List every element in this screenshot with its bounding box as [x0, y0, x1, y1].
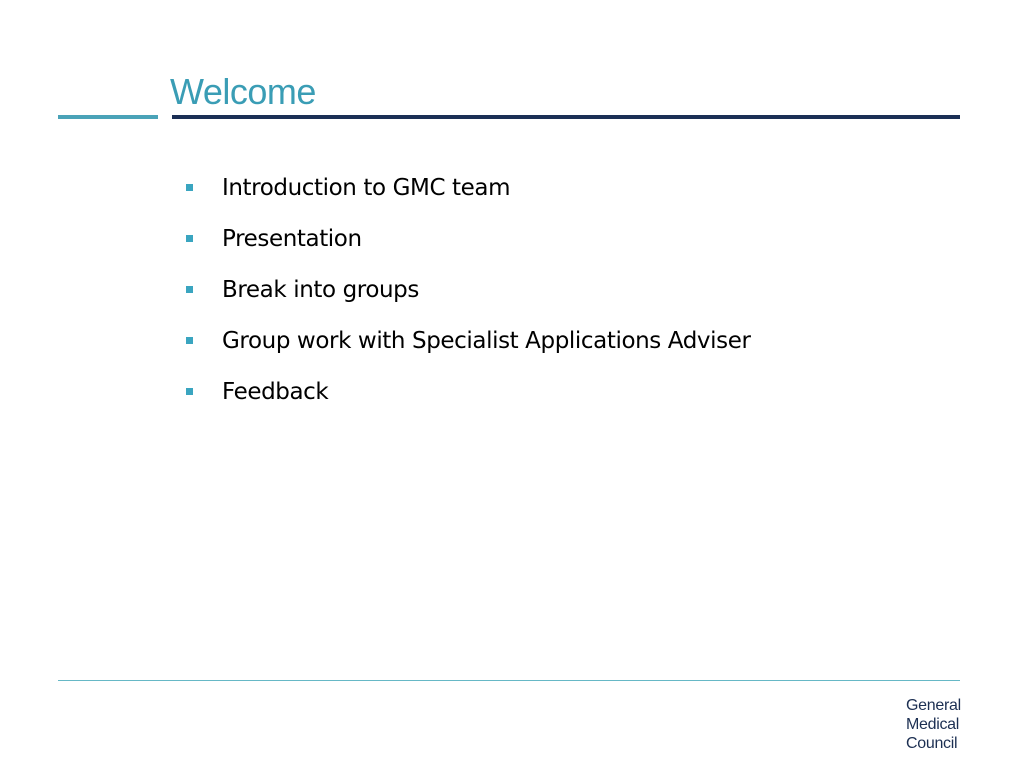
- agenda-item-text: Presentation: [222, 226, 362, 252]
- slide-title: Welcome: [170, 71, 316, 112]
- square-bullet-icon: [186, 286, 193, 293]
- title-divider-rule: [172, 115, 960, 119]
- logo-line-medical: Medical: [906, 716, 960, 733]
- footer-rule: [58, 680, 960, 681]
- logo-line-council: Council: [906, 735, 958, 752]
- agenda-item-text: Group work with Specialist Applications Adviser: [222, 328, 751, 354]
- agenda-item: [186, 272, 751, 323]
- agenda-item: [186, 323, 751, 374]
- agenda-item-text: Break into groups: [222, 277, 419, 303]
- agenda-item: [186, 170, 751, 221]
- agenda-item: [186, 374, 751, 425]
- agenda-list: [186, 170, 751, 425]
- square-bullet-icon: [186, 388, 193, 395]
- agenda-item-text: Introduction to GMC team: [222, 175, 511, 201]
- square-bullet-icon: [186, 184, 193, 191]
- agenda-item: [186, 221, 751, 272]
- square-bullet-icon: [186, 235, 193, 242]
- gmc-logo: [906, 696, 961, 753]
- logo-line-general: General: [906, 697, 961, 714]
- square-bullet-icon: [186, 337, 193, 344]
- title-accent-rule: [58, 115, 158, 119]
- agenda-item-text: Feedback: [222, 379, 329, 405]
